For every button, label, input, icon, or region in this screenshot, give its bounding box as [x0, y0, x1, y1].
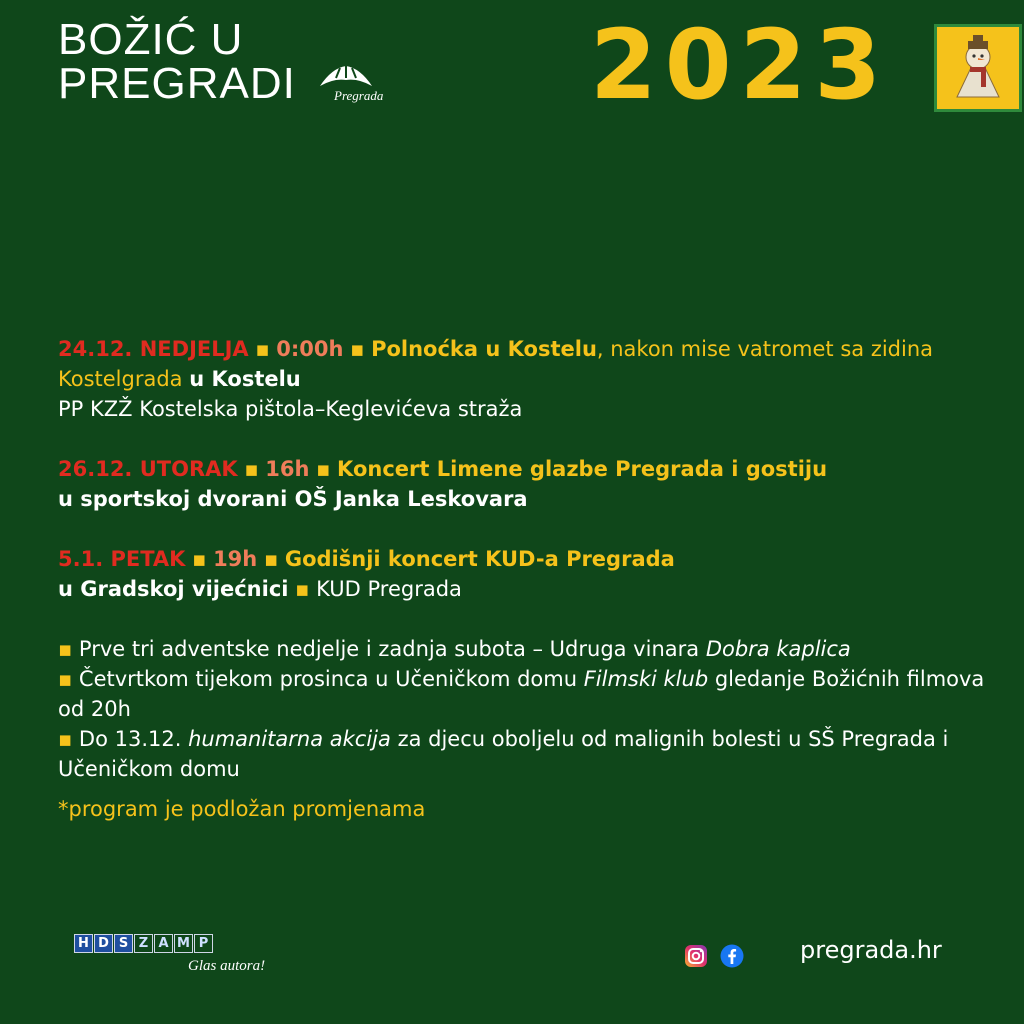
event-date: 24.12. NEDJELJA [58, 337, 249, 361]
note-text-end: gledanje Božićnih filmova od 20h [58, 667, 985, 721]
social-links [684, 944, 744, 968]
sponsor-letter: Z [134, 934, 153, 953]
event-organizer: PP KZŽ Kostelska pištola–Keglevićeva straža [58, 397, 523, 421]
sponsor-letter: S [114, 934, 133, 953]
sponsor-letter: M [174, 934, 193, 953]
sponsor-letter: H [74, 934, 93, 953]
event-time: 0:00h [276, 337, 344, 361]
note-item [58, 724, 998, 784]
crown-icon [318, 64, 374, 90]
separator: ▪ [295, 577, 310, 601]
title-line-2: PREGRADI [58, 59, 296, 108]
sponsor-letter: P [194, 934, 213, 953]
event-title: Godišnji koncert KUD-a Pregrada [284, 547, 675, 571]
website-link[interactable]: pregrada.hr [800, 936, 942, 964]
event-date: 5.1. PETAK [58, 547, 186, 571]
event-desc: , nakon mise vatromet sa zidina Kostelgrada [58, 337, 934, 391]
event-time: 19h [213, 547, 258, 571]
separator: ▪ [255, 337, 270, 361]
separator: ▪ [244, 457, 259, 481]
facebook-icon[interactable] [720, 944, 744, 968]
program-content [58, 334, 998, 824]
event-location: u Gradskoj vijećnici [58, 577, 289, 601]
note-item [58, 634, 998, 664]
note-emphasis: Filmski klub [583, 667, 709, 691]
notes-list [58, 634, 998, 784]
event-title [58, 15, 296, 108]
note-text: Do 13.12. [78, 727, 189, 751]
hds-zamp-logo [74, 934, 274, 980]
separator: ▪ [192, 547, 207, 571]
snowman-emblem-icon [934, 24, 1022, 112]
event-time: 16h [265, 457, 310, 481]
note-text: Prve tri adventske nedjelje i zadnja subota – Udruga vinara [78, 637, 706, 661]
bullet-icon: ▪ [58, 727, 73, 751]
note-item [58, 664, 998, 724]
bullet-icon: ▪ [58, 637, 73, 661]
event-title: Polnoćka u Kostelu [371, 337, 597, 361]
pregrada-logo [312, 64, 394, 108]
separator: ▪ [263, 547, 279, 571]
note-text: Četvrtkom tijekom prosinca u Učeničkom domu [78, 667, 584, 691]
event-location: u sportskoj dvorani OŠ Janka Leskovara [58, 487, 528, 511]
sponsor-letter: A [154, 934, 173, 953]
sponsor-tagline: Glas autora! [188, 958, 266, 974]
instagram-icon[interactable] [684, 944, 708, 968]
note-text-end: za djecu oboljelu od malignih bolesti u SŠ Pregrada i Učeničkom domu [58, 727, 949, 781]
event-date: 26.12. UTORAK [58, 457, 238, 481]
event-item [58, 544, 998, 604]
note-emphasis: Dobra kaplica [705, 637, 851, 661]
note-emphasis: humanitarna akcija [188, 727, 391, 751]
sponsor-letters [74, 934, 274, 953]
bullet-icon: ▪ [58, 667, 73, 691]
footnote: *program je podložan promjenama [58, 797, 426, 821]
event-item [58, 334, 998, 424]
event-item [58, 454, 998, 514]
event-organizer: KUD Pregrada [316, 577, 462, 601]
separator: ▪ [350, 337, 365, 361]
event-location: u Kostelu [189, 367, 301, 391]
event-title: Koncert Limene glazbe Pregrada i gostiju [337, 457, 828, 481]
title-line-1: BOŽIĆ U [58, 15, 244, 64]
logo-text: Pregrada [334, 88, 384, 103]
sponsor-letter: D [94, 934, 113, 953]
year: 2023 [590, 9, 890, 121]
separator: ▪ [316, 457, 331, 481]
